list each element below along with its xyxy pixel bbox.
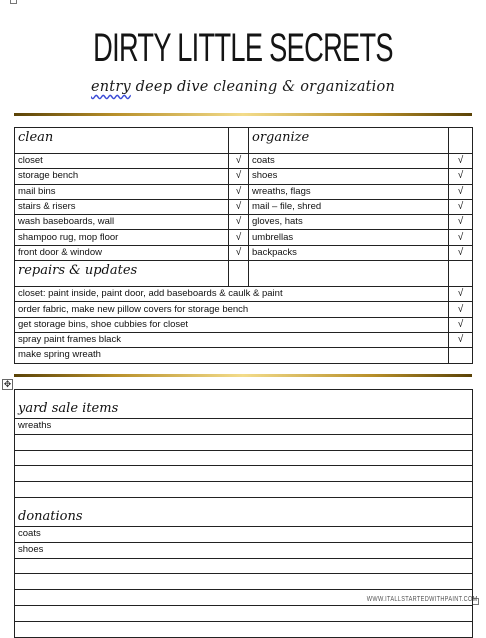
clean-item: closet: [15, 154, 229, 169]
check-cell[interactable]: [229, 261, 249, 287]
yard-sale-item[interactable]: [15, 434, 473, 450]
table-row: [15, 184, 473, 199]
check-cell[interactable]: √: [449, 332, 473, 347]
table-row: [15, 215, 473, 230]
clean-item: wash baseboards, wall: [15, 215, 229, 230]
table-row: [15, 154, 473, 169]
check-cell[interactable]: √: [449, 184, 473, 199]
cleaning-table: [14, 127, 473, 364]
organize-item: umbrellas: [249, 230, 449, 245]
donations-header: donations: [15, 497, 473, 526]
empty-cell: [249, 261, 449, 287]
table-move-handle-icon[interactable]: ✥: [3, 379, 12, 389]
yard-sale-item[interactable]: [15, 482, 473, 498]
table-row: [15, 302, 473, 317]
repairs-header: repairs & updates: [15, 261, 229, 287]
table-row: [15, 317, 473, 332]
check-cell[interactable]: √: [229, 215, 249, 230]
repair-item: get storage bins, shoe cubbies for closet: [15, 317, 449, 332]
table-row: [15, 199, 473, 214]
check-cell[interactable]: √: [229, 199, 249, 214]
check-cell[interactable]: √: [449, 215, 473, 230]
gold-divider: [14, 113, 472, 116]
table-row: [15, 230, 473, 245]
repair-item: closet: paint inside, paint door, add baseboards & caulk & paint: [15, 287, 449, 302]
corner-marker: [10, 0, 17, 4]
organize-item: coats: [249, 154, 449, 169]
repair-item: order fabric, make new pillow covers for storage bench: [15, 302, 449, 317]
gold-divider: [14, 374, 472, 377]
check-cell[interactable]: √: [449, 245, 473, 260]
check-cell[interactable]: √: [449, 154, 473, 169]
repair-item: spray paint frames black: [15, 332, 449, 347]
clean-item: storage bench: [15, 169, 229, 184]
table-row: [15, 245, 473, 260]
table-header-row: [15, 128, 473, 154]
table-row: [15, 169, 473, 184]
clean-item: mail bins: [15, 184, 229, 199]
donations-item[interactable]: [15, 574, 473, 590]
table-row: [15, 466, 473, 482]
table-row: [15, 526, 473, 542]
yard-sale-item[interactable]: [15, 450, 473, 466]
website-url: WWW.ITALLSTARTEDWITHPAINT.COM: [367, 596, 478, 603]
check-cell[interactable]: √: [449, 302, 473, 317]
table-row: [15, 574, 473, 590]
clean-item: stairs & risers: [15, 199, 229, 214]
check-cell[interactable]: √: [229, 154, 249, 169]
check-cell[interactable]: √: [229, 230, 249, 245]
table-row: [15, 621, 473, 637]
organize-item: gloves, hats: [249, 215, 449, 230]
table-row: [15, 419, 473, 435]
table-row: [15, 348, 473, 363]
check-cell[interactable]: [229, 128, 249, 154]
organize-item: mail – file, shred: [249, 199, 449, 214]
check-cell[interactable]: √: [229, 169, 249, 184]
donations-item[interactable]: coats: [15, 526, 473, 542]
spellcheck-word[interactable]: entry: [90, 79, 131, 95]
check-cell[interactable]: [449, 128, 473, 154]
table-row: [15, 287, 473, 302]
table-row: [15, 434, 473, 450]
table-row: [15, 450, 473, 466]
page-subtitle: entry deep dive cleaning & organization: [90, 79, 395, 95]
yard-sale-header-row: [15, 390, 473, 419]
clean-header: clean: [15, 128, 229, 154]
table-row: [15, 332, 473, 347]
check-cell[interactable]: √: [449, 199, 473, 214]
check-cell[interactable]: √: [229, 245, 249, 260]
check-cell[interactable]: √: [449, 317, 473, 332]
table-row: [15, 482, 473, 498]
yard-sale-header: yard sale items: [15, 390, 473, 419]
organize-item: backpacks: [249, 245, 449, 260]
donations-item[interactable]: [15, 621, 473, 637]
clean-item: shampoo rug, mop floor: [15, 230, 229, 245]
repair-item: make spring wreath: [15, 348, 449, 363]
page-title: DIRTY LITTLE SECRETS: [93, 26, 393, 70]
check-cell[interactable]: √: [449, 287, 473, 302]
organize-item: shoes: [249, 169, 449, 184]
donations-item[interactable]: shoes: [15, 542, 473, 558]
clean-item: front door & window: [15, 245, 229, 260]
repairs-header-row: [15, 261, 473, 287]
donations-item[interactable]: [15, 558, 473, 574]
yard-sale-item[interactable]: [15, 466, 473, 482]
table-row: [15, 542, 473, 558]
organize-header: organize: [249, 128, 449, 154]
organize-item: wreaths, flags: [249, 184, 449, 199]
check-cell[interactable]: [449, 261, 473, 287]
donations-header-row: [15, 497, 473, 526]
check-cell[interactable]: √: [449, 169, 473, 184]
yard-sale-item[interactable]: wreaths: [15, 419, 473, 435]
check-cell[interactable]: [449, 348, 473, 363]
check-cell[interactable]: √: [449, 230, 473, 245]
table-row: [15, 558, 473, 574]
check-cell[interactable]: √: [229, 184, 249, 199]
